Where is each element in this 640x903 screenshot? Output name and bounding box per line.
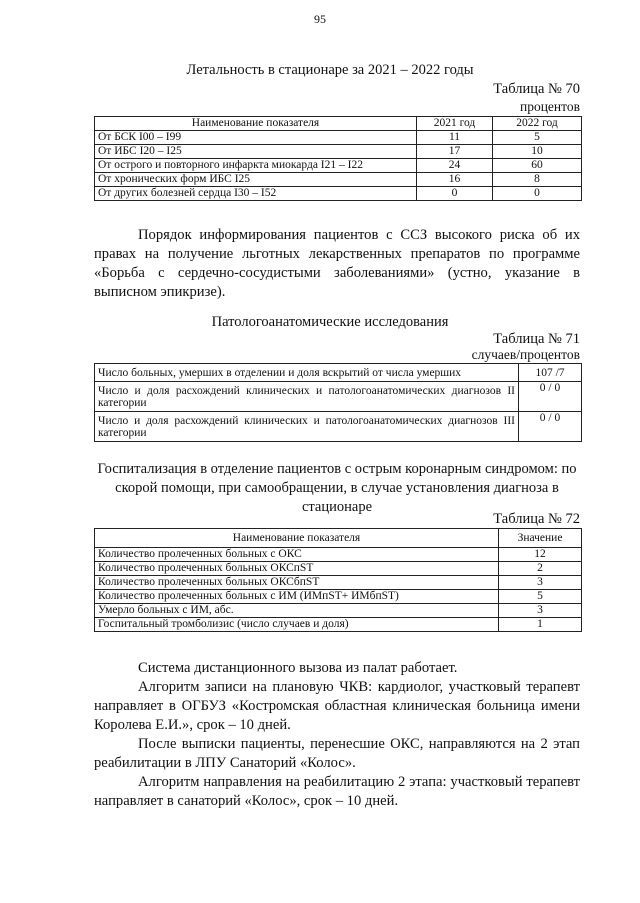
- row-value: 5: [499, 590, 582, 604]
- table-row: [95, 576, 582, 590]
- table72-title: Госпитализация в отделение пациентов с острым коронарным синдромом: по скорой помощи, при самообращении, в случае установления диагноза в стационаре: [97, 461, 577, 515]
- row-label: Количество пролеченных больных ОКСбпST: [95, 576, 499, 590]
- value-2022: 0: [493, 187, 582, 201]
- closing-paragraph: Алгоритм направления на реабилитацию 2 этапа: участковый терапевт направляет в санаторий «Колос», срок – 10 дней.: [94, 774, 580, 809]
- info-paragraph: Порядок информирования пациентов с ССЗ высокого риска об их правах на получение льготных лекарственных препаратов по программе «Борьба с сердечно-сосудистыми заболеваниями» (устно, указание в выписном эпикризе).: [94, 227, 580, 300]
- table70-title: Летальность в стационаре за 2021 – 2022 годы: [186, 62, 474, 78]
- column-header: Наименование показателя: [95, 117, 417, 131]
- table-row: [95, 590, 582, 604]
- row-value: 2: [499, 562, 582, 576]
- table-row: [95, 382, 582, 412]
- table-row: [95, 159, 582, 173]
- row-label: От других болезней сердца I30 – I52: [95, 187, 417, 201]
- table-row: [95, 412, 582, 442]
- table-row: [95, 173, 582, 187]
- row-label: От БСК I00 – I99: [95, 131, 417, 145]
- value-2021: 24: [417, 159, 493, 173]
- closing-paragraph: Система дистанционного вызова из палат работает.: [138, 660, 458, 676]
- table-header-row: [95, 529, 582, 548]
- closing-text: [94, 659, 580, 811]
- row-label: Госпитальный тромболизис (число случаев и доля): [95, 618, 499, 632]
- value-2021: 0: [417, 187, 493, 201]
- table-row: [95, 187, 582, 201]
- closing-paragraph: После выписки пациенты, перенесшие ОКС, направляются на 2 этап реабилитации в ЛПУ Санаторий «Колос».: [94, 736, 580, 771]
- row-label: Умерло больных с ИМ, абс.: [95, 604, 499, 618]
- column-header: Наименование показателя: [95, 529, 499, 548]
- row-value: 107 /7: [519, 364, 582, 382]
- column-header: 2022 год: [493, 117, 582, 131]
- table71-unit: случаев/процентов: [471, 347, 580, 362]
- row-label: От ИБС I20 – I25: [95, 145, 417, 159]
- table71-title: Патологоанатомические исследования: [211, 314, 449, 330]
- table-row: [95, 145, 582, 159]
- closing-paragraph: Алгоритм записи на плановую ЧКВ: кардиолог, участковый терапевт направляет в ОГБУЗ «Костромская областная клиническая больница имени Королева Е.И.», срок – 10 дней.: [94, 679, 580, 733]
- table70-number: Таблица № 70: [493, 81, 580, 97]
- row-label: Количество пролеченных больных с ОКС: [95, 548, 499, 562]
- row-value: 3: [499, 576, 582, 590]
- table-row: [95, 364, 582, 382]
- row-label: От хронических форм ИБС I25: [95, 173, 417, 187]
- page-number: 95: [314, 12, 326, 26]
- value-2021: 16: [417, 173, 493, 187]
- row-label: Количество пролеченных больных с ИМ (ИМпST+ ИМбпST): [95, 590, 499, 604]
- column-header: 2021 год: [417, 117, 493, 131]
- table-row: [95, 562, 582, 576]
- value-2022: 8: [493, 173, 582, 187]
- table72-number: Таблица № 72: [493, 511, 580, 527]
- table-70: [94, 116, 582, 201]
- table-row: [95, 604, 582, 618]
- row-label: Число и доля расхождений клинических и патологоанатомических диагнозов III категории: [95, 412, 519, 442]
- table71-number: Таблица № 71: [493, 331, 580, 347]
- row-value: 0 / 0: [519, 382, 582, 412]
- table-row: [95, 618, 582, 632]
- row-label: Число и доля расхождений клинических и патологоанатомических диагнозов II категории: [95, 382, 519, 412]
- value-2022: 10: [493, 145, 582, 159]
- table-71: [94, 363, 582, 442]
- row-value: 3: [499, 604, 582, 618]
- table-row: [95, 131, 582, 145]
- column-header: Значение: [499, 529, 582, 548]
- row-value: 0 / 0: [519, 412, 582, 442]
- row-value: 1: [499, 618, 582, 632]
- value-2021: 17: [417, 145, 493, 159]
- table-header-row: [95, 117, 582, 131]
- row-value: 12: [499, 548, 582, 562]
- table-row: [95, 548, 582, 562]
- table70-unit: процентов: [519, 99, 580, 114]
- value-2022: 5: [493, 131, 582, 145]
- value-2022: 60: [493, 159, 582, 173]
- table-72: [94, 528, 582, 632]
- row-label: Количество пролеченных больных ОКСпST: [95, 562, 499, 576]
- row-label: От острого и повторного инфаркта миокарда I21 – I22: [95, 159, 417, 173]
- row-label: Число больных, умерших в отделении и доля вскрытий от числа умерших: [95, 364, 519, 382]
- value-2021: 11: [417, 131, 493, 145]
